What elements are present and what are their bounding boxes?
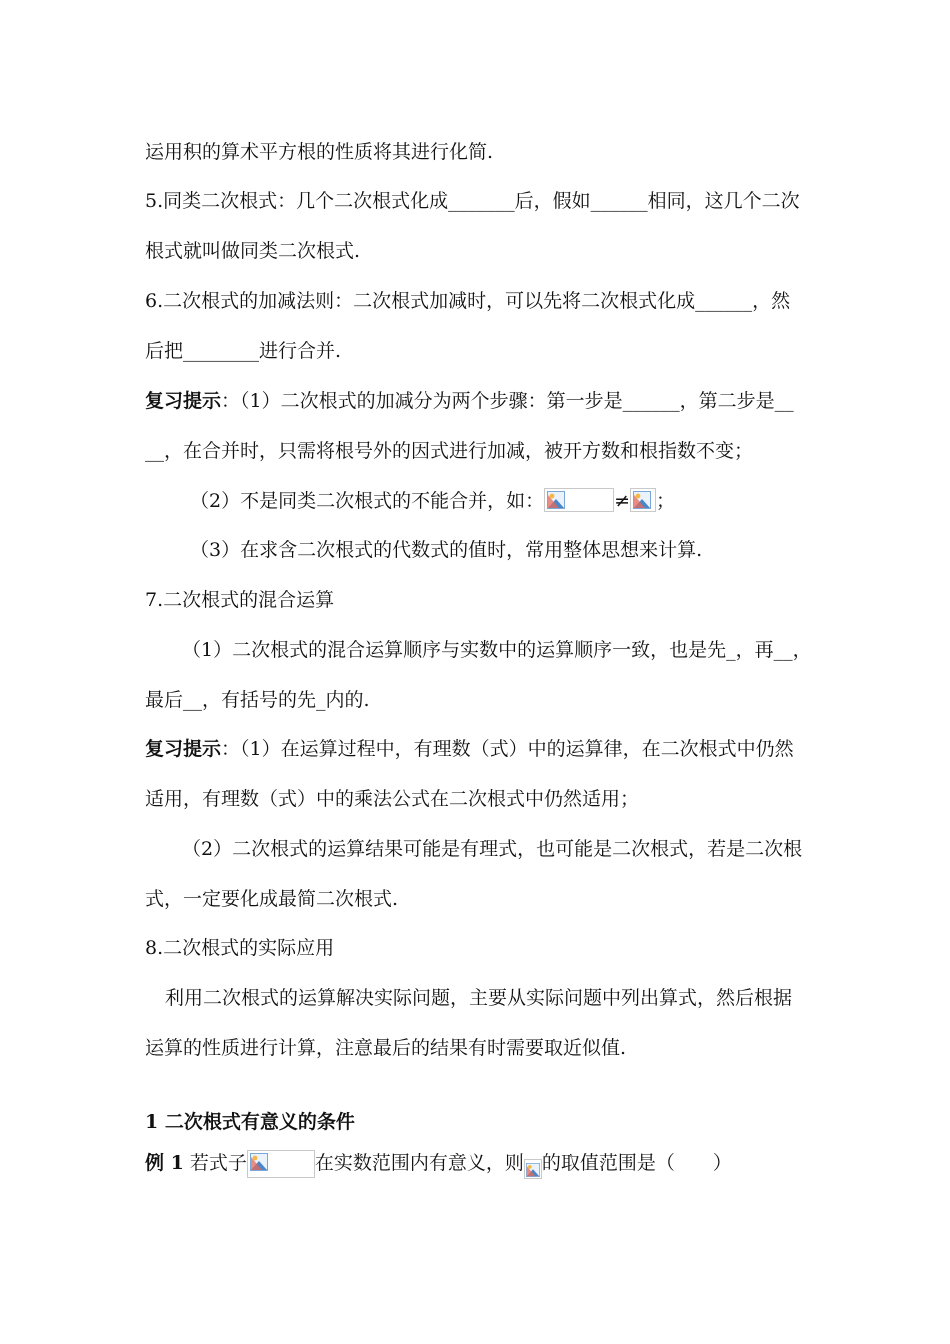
text-line: （3）在求含二次根式的代数式的值时，常用整体思想来计算. (190, 539, 703, 561)
section-heading: 7.二次根式的混合运算 (145, 589, 335, 611)
topic-heading (145, 1110, 355, 1134)
text-line: 运算的性质进行计算，注意最后的结果有时需要取近似值. (145, 1037, 627, 1059)
text-line: 最后__，有括号的先_内的. (145, 689, 370, 711)
example-line (145, 1150, 732, 1179)
formula-image (247, 1150, 315, 1178)
text-span: ：（1）二次根式的加减分为两个步骤：第一步是______，第二步是__ (221, 390, 794, 412)
section-heading: 8.二次根式的实际应用 (145, 937, 335, 959)
formula-image (630, 488, 656, 512)
review-tip-line (145, 389, 794, 413)
text-line: __，在合并时，只需将根号外的因式进行加减，被开方数和根指数不变； (145, 440, 754, 462)
text-line: 利用二次根式的运算解决实际问题，主要从实际问题中列出算式，然后根据 (165, 987, 793, 1009)
text-line: 根式就叫做同类二次根式. (145, 240, 361, 262)
formula-image (524, 1159, 542, 1179)
topic-heading-text: 1 二次根式有意义的条件 (145, 1111, 355, 1133)
text-line: 后把________进行合并. (145, 340, 342, 362)
text-line: （1）二次根式的混合运算顺序与实数中的运算顺序一致，也是先_，再__， (182, 639, 812, 661)
text-span: （2）不是同类二次根式的不能合并，如： (190, 490, 545, 512)
example-label: 例 1 (145, 1152, 184, 1174)
text-line: （2）二次根式的运算结果可能是有理式，也可能是二次根式，若是二次根 (182, 838, 803, 860)
review-tip-label: 复习提示 (145, 390, 222, 412)
broken-image-icon (526, 1163, 540, 1177)
formula-image (544, 488, 614, 512)
text-span: 若式子 (183, 1152, 247, 1174)
text-line: 6.二次根式的加减法则：二次根式加减时，可以先将二次根式化成______，然 (145, 290, 791, 312)
review-tip-line (145, 737, 794, 761)
text-span: ； (656, 490, 676, 512)
text-line: 运用积的算术平方根的性质将其进行化简. (145, 141, 494, 163)
text-line: 5.同类二次根式：几个二次根式化成_______后，假如______相同，这几个二次 (145, 190, 800, 212)
text-line: 式，一定要化成最简二次根式. (145, 888, 399, 910)
broken-image-icon (547, 491, 565, 509)
text-span: 在实数范围内有意义，则 (314, 1152, 524, 1174)
not-equal-sign: ≠ (614, 490, 631, 512)
broken-image-icon (250, 1153, 268, 1171)
broken-image-icon (633, 491, 651, 509)
text-line: 适用，有理数（式）中的乘法公式在二次根式中仍然适用； (145, 788, 640, 810)
text-span: 的取值范围是（ ） (541, 1152, 732, 1174)
review-tip-label: 复习提示 (145, 738, 222, 760)
text-line-with-formulas (190, 488, 675, 513)
text-span: ：（1）在运算过程中，有理数（式）中的运算律，在二次根式中仍然 (221, 738, 794, 760)
